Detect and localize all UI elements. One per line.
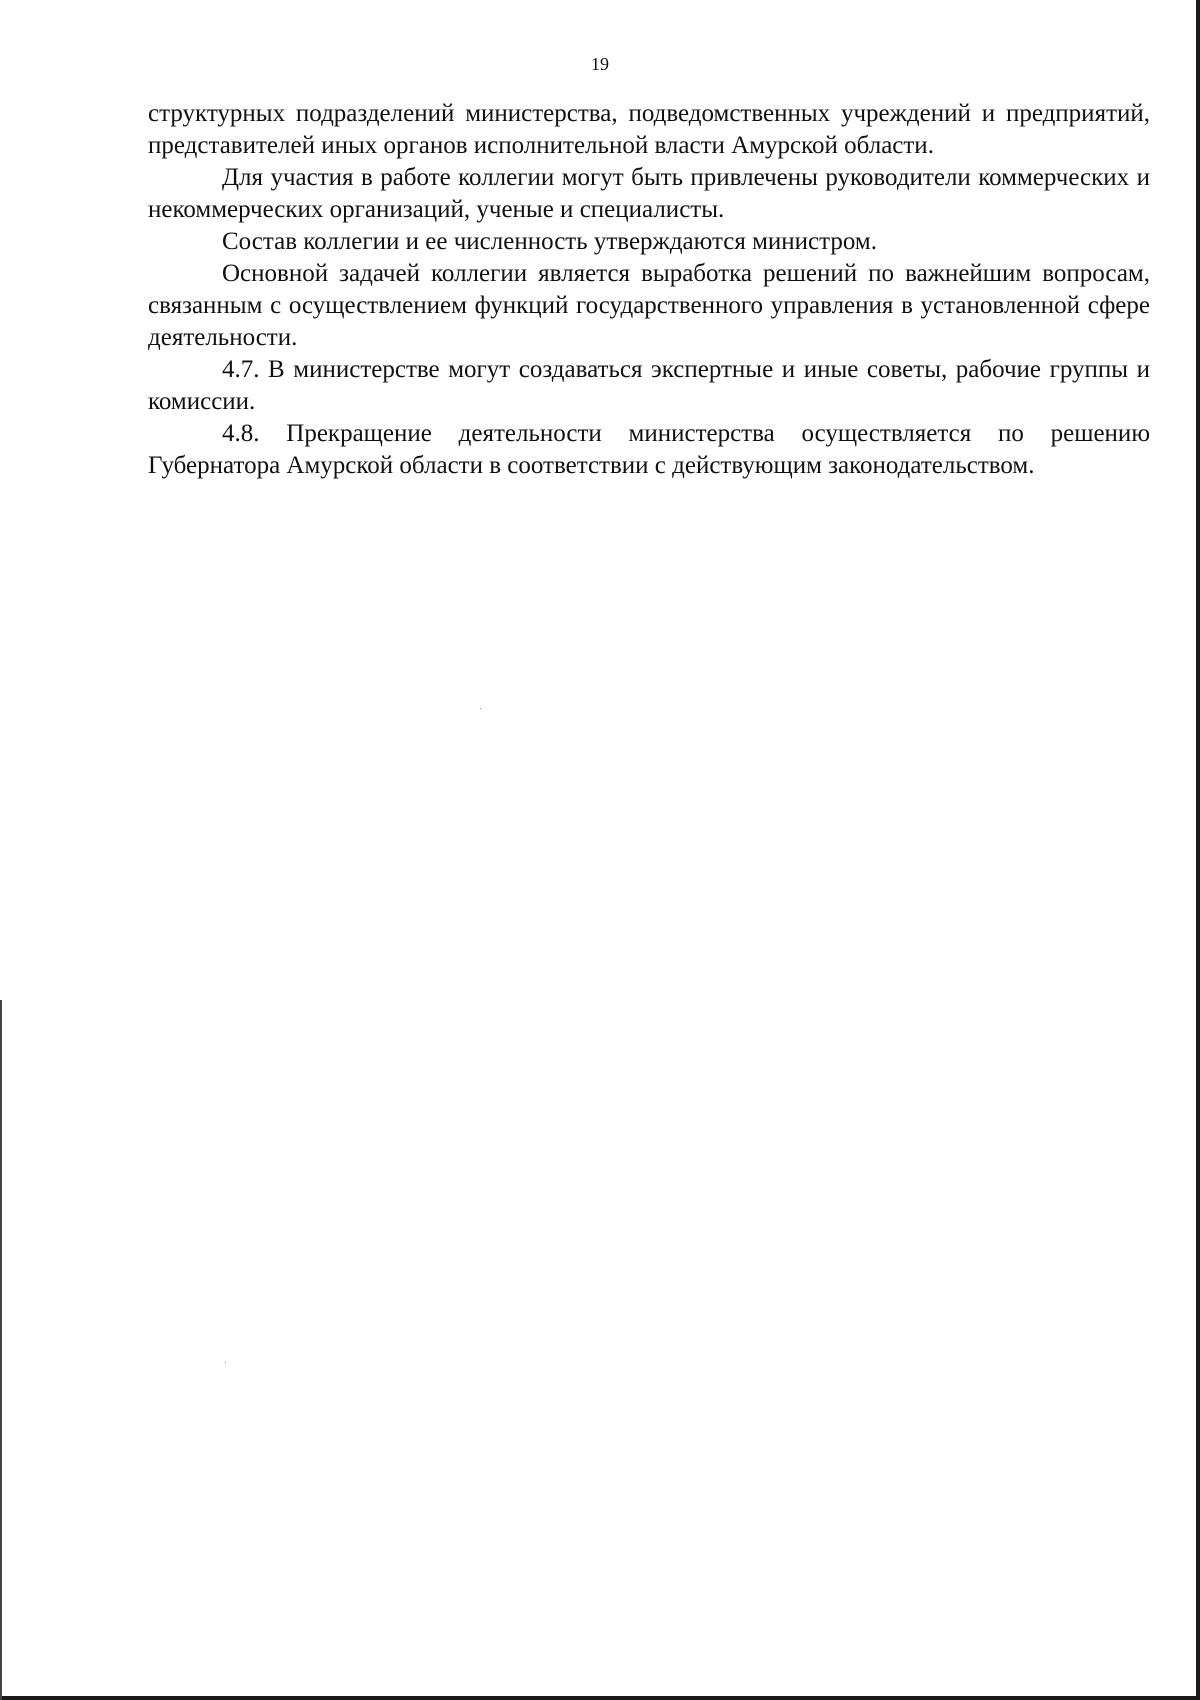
- paragraph-participation: Для участия в работе коллегии могут быть привлечены руководители коммерческих и некоммерческих организаций, ученые и специалисты.: [148, 164, 1150, 223]
- paragraph-clause-4-7: 4.7. В министерстве могут создаваться экспертные и иные советы, рабочие группы и комиссии.: [148, 356, 1150, 415]
- document-body: [148, 98, 1150, 482]
- paragraph-clause-4-8: 4.8. Прекращение деятельности министерства осуществляется по решению Губернатора Амурской области в соответствии с действующим законодательством.: [148, 420, 1150, 479]
- page-number: 19: [591, 54, 609, 74]
- paragraph-continuation: структурных подразделений министерства, подведомственных учреждений и предприятий, представителей иных органов исполнительной власти Амурской области.: [148, 100, 1150, 159]
- scan-speck: [480, 708, 481, 709]
- paragraph-composition: Состав коллегии и ее численность утверждаются министром.: [222, 228, 877, 255]
- scan-edge-left: [0, 1000, 2, 1700]
- scan-edge-right: [1196, 0, 1200, 1700]
- scan-speck: [225, 1362, 226, 1363]
- scan-edge-bottom: [0, 1696, 1200, 1700]
- paragraph-main-task: Основной задачей коллегии является выработка решений по важнейшим вопросам, связанным с осуществлением функций государственного управления в установленной сфере деятельности.: [148, 260, 1150, 351]
